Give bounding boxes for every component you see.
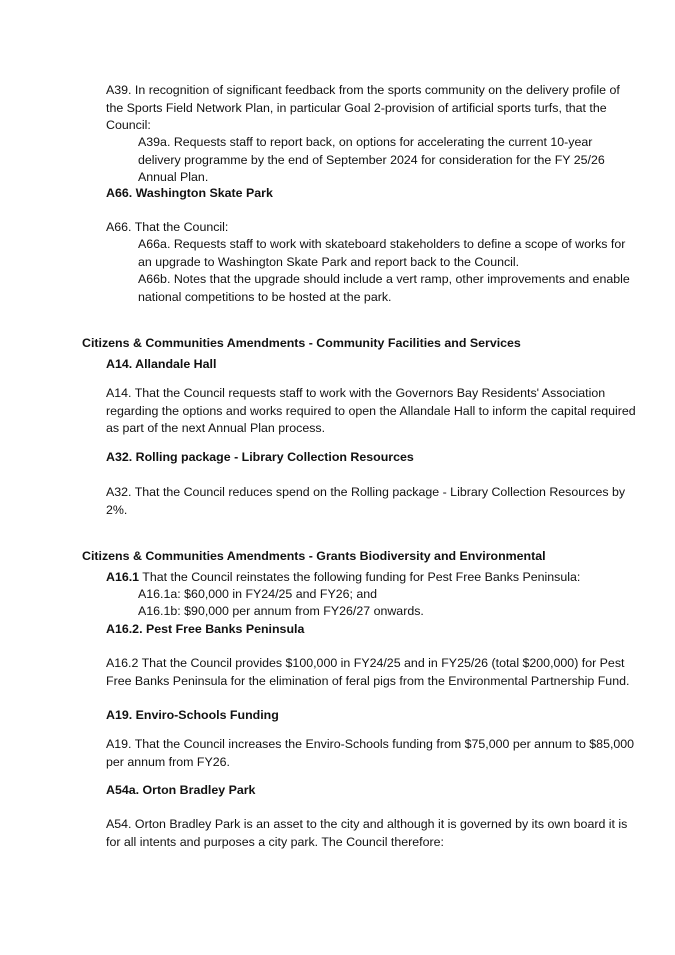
a14-text: A14. That the Council requests staff to work with the Governors Bay Residents' Association regarding the options and works required to open the Allandale Hall to inform the capital required as part of the next Annual Plan process. — [106, 386, 636, 435]
a32-text: A32. That the Council reduces spend on the Rolling package - Library Collection Resources by 2%. — [106, 485, 626, 517]
section-heading-grants-biodiversity: Citizens & Communities Amendments - Grants Biodiversity and Environmental — [82, 549, 546, 563]
a66-intro: A66. That the Council: — [106, 220, 229, 234]
a39a-text: A39a. Requests staff to report back, on options for accelerating the current 10-year delivery programme by the end of September 2024 for consideration for the FY 25/26 Annual Plan. — [138, 135, 605, 184]
a162-heading-label: A16.2 — [106, 622, 140, 636]
a161-text — [106, 569, 636, 587]
a54-heading: A54a. Orton Bradley Park — [106, 783, 256, 797]
section-heading-community-facilities: Citizens & Communities Amendments - Community Facilities and Services — [82, 336, 521, 350]
a161b-text: A16.1b: $90,000 per annum from FY26/27 onwards. — [138, 604, 424, 618]
a161a-text: A16.1a: $60,000 in FY24/25 and FY26; and — [138, 587, 378, 601]
a19-heading: A19. Enviro-Schools Funding — [106, 708, 279, 722]
a66-heading: A66. Washington Skate Park — [106, 186, 273, 200]
a162-heading-rest: . Pest Free Banks Peninsula — [139, 622, 305, 636]
a162-heading — [106, 621, 636, 639]
a54-text: A54. Orton Bradley Park is an asset to the city and although it is governed by its own board it is for all intents and purposes a city park. The Council therefore: — [106, 817, 628, 849]
a32-heading: A32. Rolling package - Library Collection Resources — [106, 450, 414, 464]
a161-label: A16.1 — [106, 570, 140, 584]
a66b-text: A66b. Notes that the upgrade should include a vert ramp, other improvements and enable national competitions to be hosted at the park. — [138, 272, 630, 304]
a39-intro: A39. In recognition of significant feedback from the sports community on the delivery profile of the Sports Field Network Plan, in particular Goal 2-provision of artificial sports turfs, that the Council: — [106, 83, 620, 132]
a162-text: A16.2 That the Council provides $100,000 in FY24/25 and in FY25/26 (total $200,000) for Pest Free Banks Peninsula for the elimination of feral pigs from the Environmental Partnership Fund. — [106, 656, 630, 688]
a161-body: That the Council reinstates the following funding for Pest Free Banks Peninsula: — [139, 570, 581, 584]
a14-heading: A14. Allandale Hall — [106, 357, 217, 371]
a19-text: A19. That the Council increases the Enviro-Schools funding from $75,000 per annum to $85,000 per annum from FY26. — [106, 737, 635, 769]
a66a-text: A66a. Requests staff to work with skateboard stakeholders to define a scope of works for an upgrade to Washington Skate Park and report back to the Council. — [138, 237, 626, 269]
